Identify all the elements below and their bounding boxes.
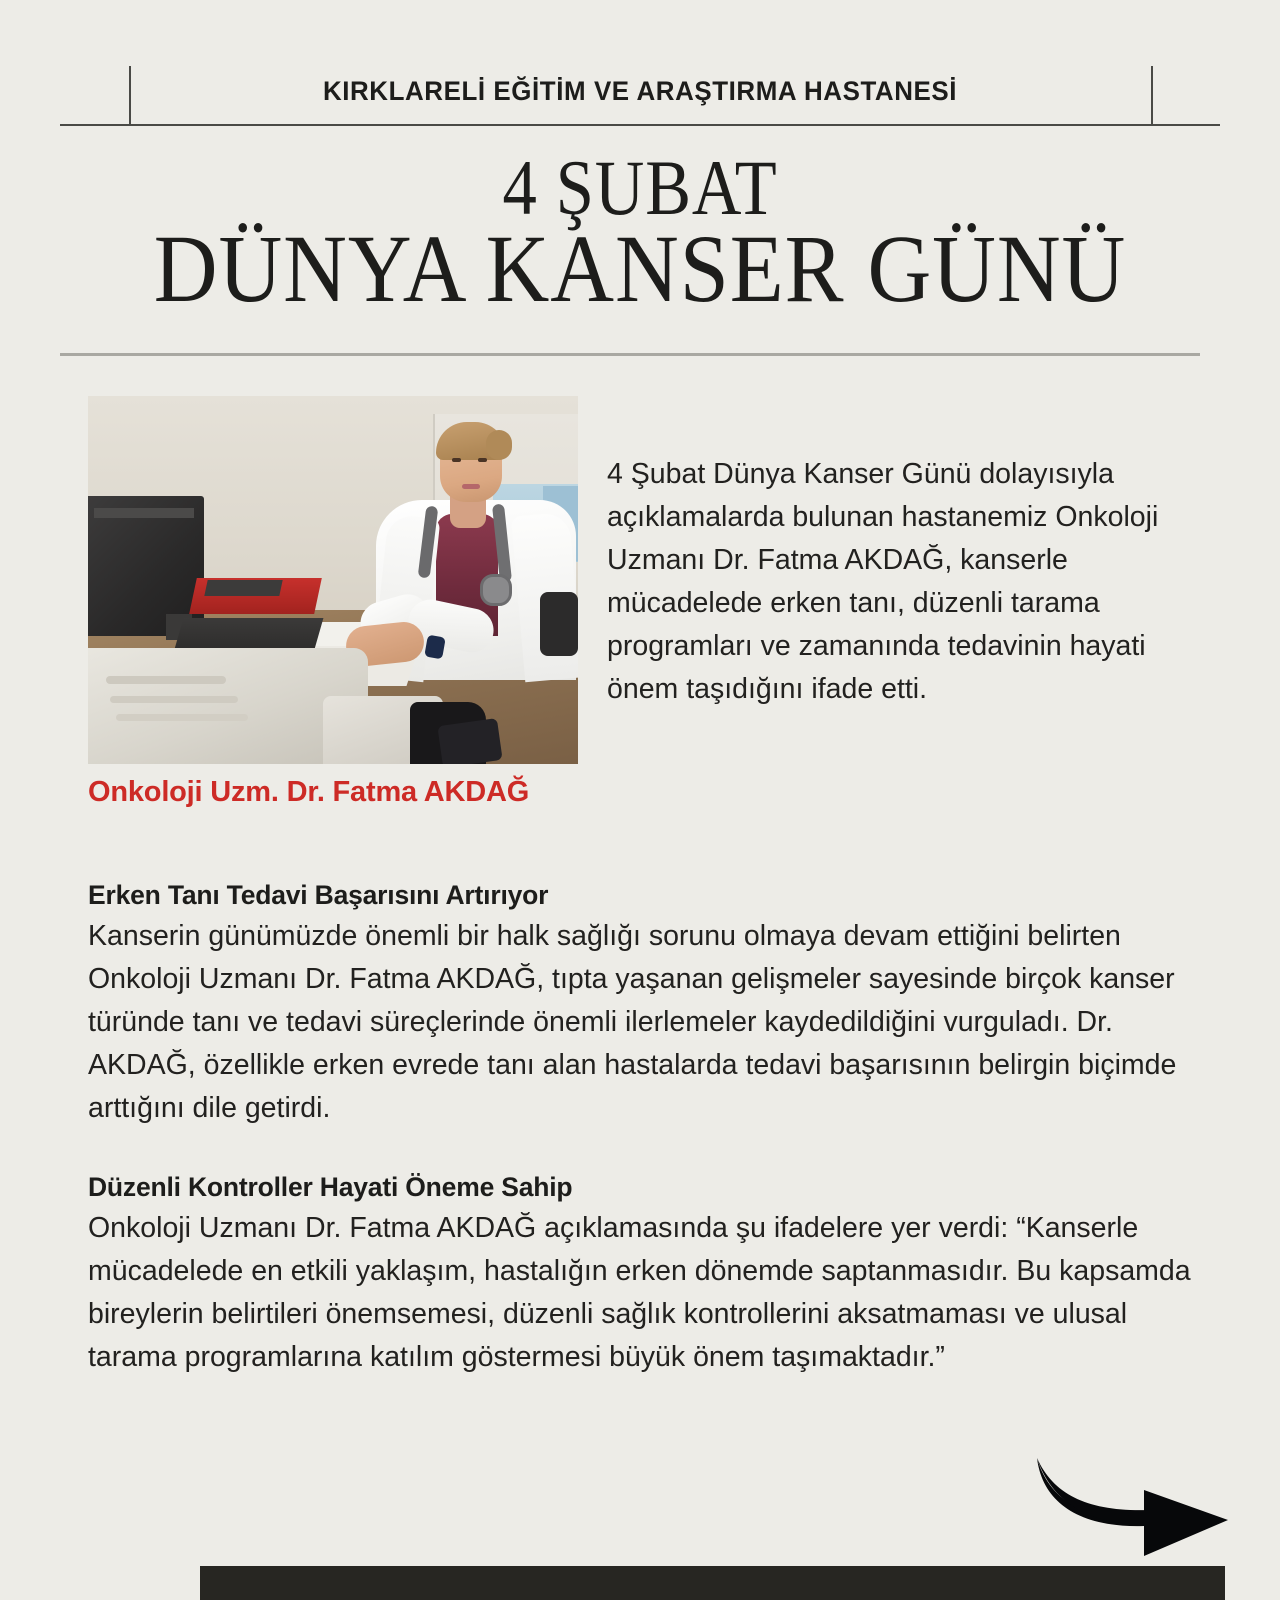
section-2-heading: Düzenli Kontroller Hayati Öneme Sahip — [88, 1172, 573, 1202]
hospital-name: KIRKLARELİ EĞİTİM VE ARAŞTIRMA HASTANESİ — [322, 76, 958, 106]
header — [0, 0, 1280, 132]
photo-eye-right — [478, 458, 487, 462]
title-underline-rule — [60, 353, 1200, 356]
photo-printer-slot-1 — [106, 676, 226, 684]
section-1-body: Kanserin günümüzde önemli bir halk sağlığı sorunu olmaya devam ettiğini belirten Onkoloji Uzmanı Dr. Fatma AKDAĞ, tıpta yaşanan gelişmeler sayesinde birçok kanser türünde tanı ve tedavi süreçlerinde önemli ilerlemeler kaydedildiğini vurguladı. Dr. AKDAĞ, özellikle erken evrede tanı alan hastalarda tedavi başarısının belirgin biçimde arttığını dile getirdi. — [88, 920, 1177, 1124]
curved-right-arrow-icon[interactable] — [1032, 1452, 1232, 1562]
photo-printer-slot-2 — [110, 696, 238, 703]
doctor-photo — [88, 396, 578, 764]
header-divider-horizontal — [60, 124, 1220, 126]
photo-hair-bun — [486, 430, 512, 460]
photo-monitor-bezel — [94, 508, 194, 518]
article-body — [88, 880, 1200, 1379]
doctor-photo-illustration — [88, 396, 578, 764]
section-2-body: Onkoloji Uzmanı Dr. Fatma AKDAĞ açıklamasında şu ifadelere yer verdi: “Kanserle mücadelede en etkili yaklaşım, hastalığın erken dönemde saptanmasıdır. Bu kapsamda bireylerin belirtileri önemsemesi, düzenli sağlık kontrollerini aksatmaması ve ulusal tarama programlarına katılım göstermesi büyük önem taşımaktadır.” — [88, 1212, 1191, 1373]
photo-mouth — [462, 484, 480, 489]
section-early-diagnosis — [88, 880, 1200, 1130]
next-slide-arrow[interactable] — [1032, 1452, 1232, 1562]
photo-folder-top — [204, 580, 282, 596]
photo-stethoscope-head — [480, 574, 512, 606]
title-line-2: DÜNYA KANSER GÜNÜ — [153, 215, 1127, 323]
header-divider-right — [1151, 66, 1153, 126]
photo-caption: Onkoloji Uzm. Dr. Fatma AKDAĞ — [88, 776, 530, 808]
section-1-heading: Erken Tanı Tedavi Başarısını Artırıyor — [88, 880, 549, 910]
photo-dark-equipment-2 — [437, 718, 502, 764]
intro-paragraph: 4 Şubat Dünya Kanser Günü dolayısıyla açıklamalarda bulunan hastanemiz Onkoloji Uzmanı Dr. Fatma AKDAĞ, kanserle mücadelede erken tanı, düzenli tarama programları ve zamanında tedavinin hayati önem taşıdığını ifade etti. — [607, 458, 1159, 705]
title-line-1: 4 ŞUBAT — [502, 144, 778, 231]
photo-eye-left — [452, 458, 461, 462]
photo-printer-slot-3 — [116, 714, 248, 721]
page-title — [0, 144, 1280, 323]
section-regular-checkups — [88, 1172, 1200, 1379]
header-divider-left — [129, 66, 131, 126]
bottom-bar — [200, 1566, 1225, 1600]
photo-chair — [540, 592, 578, 656]
